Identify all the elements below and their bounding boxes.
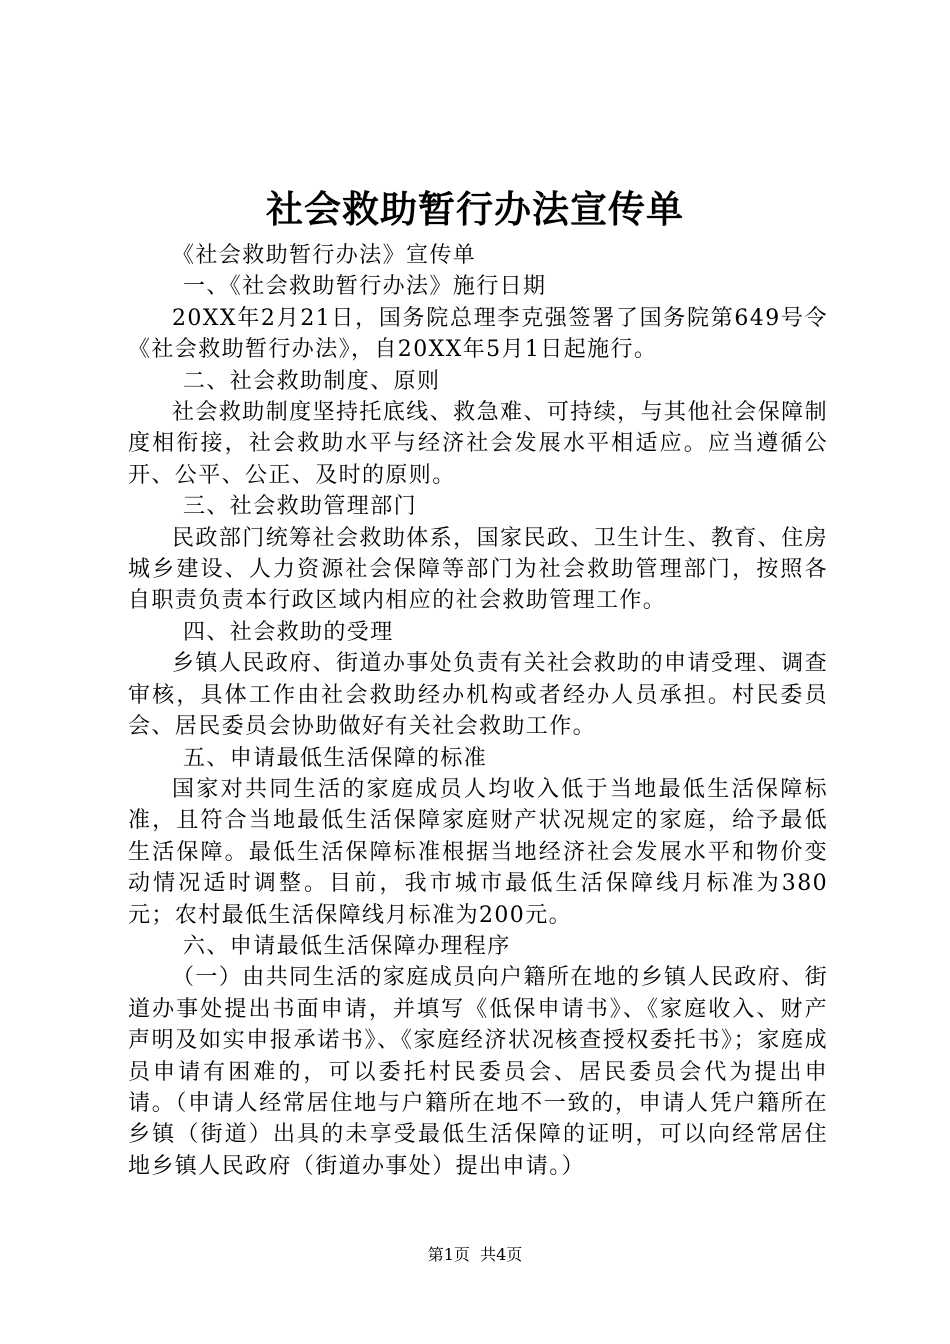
paragraph-subtitle: 《社会救助暂行办法》宣传单 [172, 243, 477, 268]
document-body [128, 240, 828, 1182]
page-total: 共4页 [480, 1245, 523, 1264]
section-heading-5: 五、申请最低生活保障的标准 [183, 745, 488, 771]
paragraph-departments: 民政部门统筹社会救助体系，国家民政、卫生计生、教育、住房城乡建设、人力资源社会保障等部门为社会救助管理部门，按照各自职责负责本行政区域内相应的社会救助管理工作。 [128, 525, 828, 614]
section-heading-4: 四、社会救助的受理 [183, 619, 394, 645]
page-footer [0, 1244, 950, 1266]
section-heading-1: 一、《社会救助暂行办法》施行日期 [183, 274, 547, 300]
paragraph-principles: 社会救助制度坚持托底线、救急难、可持续，与其他社会保障制度相衔接，社会救助水平与经济社会发展水平相适应。应当遵循公开、公平、公正、及时的原则。 [128, 400, 828, 488]
document-title: 社会救助暂行办法宣传单 [266, 187, 684, 231]
section-heading-3: 三、社会救助管理部门 [183, 494, 418, 520]
section-heading-6: 六、申请最低生活保障办理程序 [183, 933, 511, 959]
page-number: 第1页 [427, 1245, 470, 1264]
paragraph-effective-date: 20XX年2月21日，国务院总理李克强签署了国务院第649号令《社会救助暂行办法》，自20XX年5月1日起施行。 [128, 305, 828, 363]
section-heading-2: 二、社会救助制度、原则 [183, 368, 441, 394]
paragraph-acceptance: 乡镇人民政府、街道办事处负责有关社会救助的申请受理、调查审核，具体工作由社会救助经办机构或者经办人员承担。村民委员会、居民委员会协助做好有关社会救助工作。 [128, 651, 828, 740]
paragraph-standard: 国家对共同生活的家庭成员人均收入低于当地最低生活保障标准，且符合当地最低生活保障家庭财产状况规定的家庭，给予最低生活保障。最低生活保障标准根据当地经济社会发展水平和物价变动情况适时调整。目前，我市城市最低生活保障线月标准为380元；农村最低生活保障线月标准为200元。 [128, 776, 828, 928]
paragraph-procedure: （一）由共同生活的家庭成员向户籍所在地的乡镇人民政府、街道办事处提出书面申请，并填写《低保申请书》、《家庭收入、财产声明及如实申报承诺书》、《家庭经济状况核查授权委托书》；家庭成员申请有困难的，可以委托村民委员会、居民委员会代为提出申请。（申请人经常居住地与户籍所在地不一致的，申请人凭户籍所在乡镇（街道）出具的未享受最低生活保障的证明，可以向经常居住地乡镇人民政府（街道办事处）提出申请。） [128, 965, 828, 1179]
